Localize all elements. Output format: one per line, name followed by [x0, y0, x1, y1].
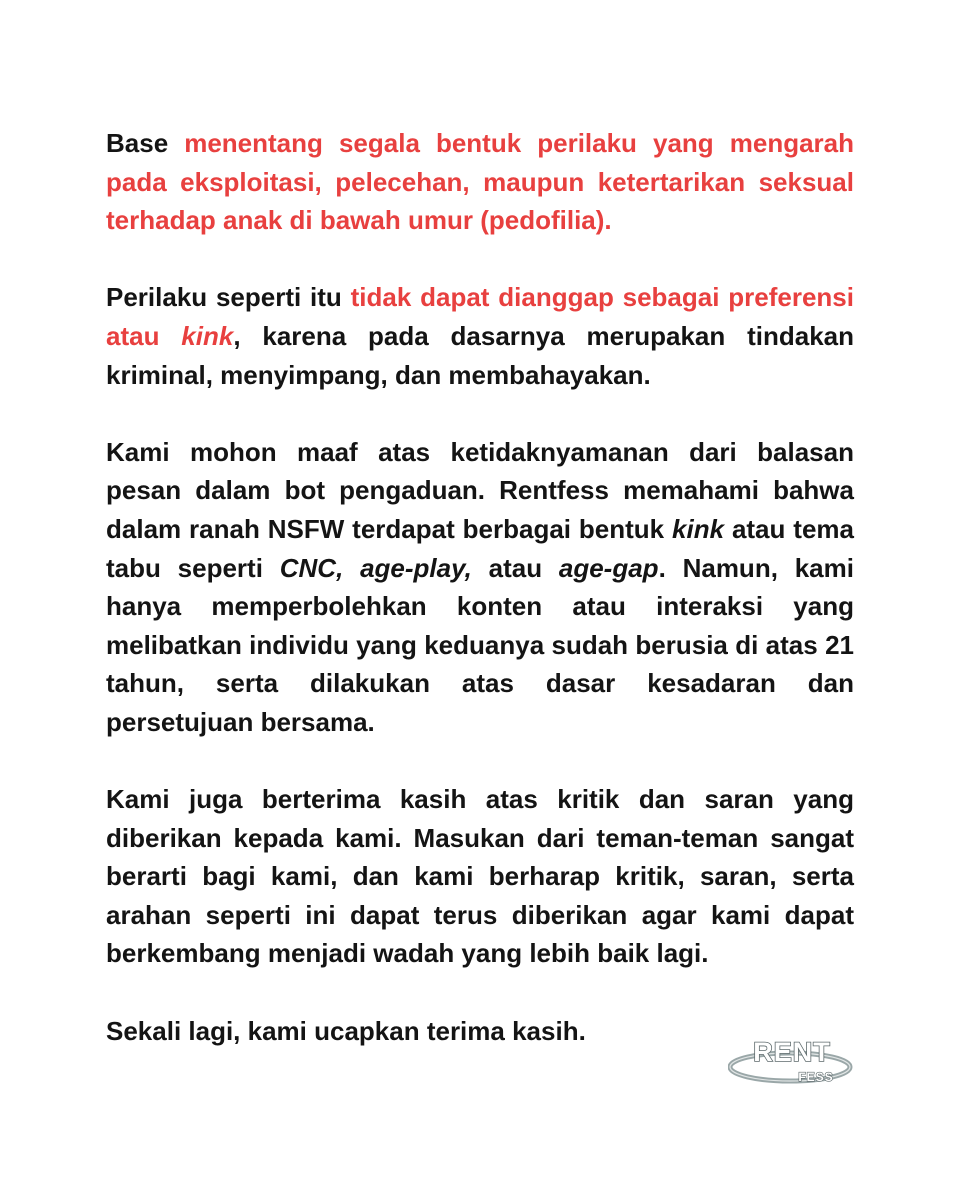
paragraph-3	[106, 433, 854, 742]
text-segment: Kami mohon maaf atas ketidaknyamanan dari balasan pesan dalam bot pengaduan. Rentfess memahami bahwa dalam ranah NSFW terdapat berbagai bentuk	[106, 436, 854, 544]
text-segment: Sekali lagi, kami ucapkan terima kasih.	[106, 1015, 586, 1046]
text-segment: Base	[106, 128, 185, 158]
highlighted-text-segment: tidak dapat dianggap sebagai preferensi atau	[106, 282, 854, 351]
paragraph-1	[106, 124, 854, 240]
italic-text-segment: CNC, age-play,	[279, 552, 472, 583]
text-segment: . Namun, kami hanya memperbolehkan konten atau interaksi yang melibatkan individu yang keduanya sudah berusia di atas 21 tahun, serta dilakukan atas dasar kesadaran dan persetujuan bersama.	[106, 552, 854, 737]
paragraph-4	[106, 780, 854, 973]
highlighted-italic-text-segment: kink	[181, 320, 234, 351]
text-segment: Kami juga berterima kasih atas kritik dan saran yang diberikan kepada kami. Masukan dari teman-teman sangat berarti bagi kami, dan kami berharap kritik, saran, serta arahan seperti ini dapat terus diberikan agar kami dapat berkembang menjadi wadah yang lebih baik lagi.	[106, 784, 854, 969]
logo-main-text: RENT	[753, 1037, 831, 1067]
paragraph-2	[106, 278, 854, 394]
text-segment: atau	[471, 552, 559, 583]
statement-body	[106, 124, 854, 1050]
italic-text-segment: age-gap	[558, 552, 659, 583]
rentfess-logo-graphic	[728, 1034, 856, 1092]
text-segment: Perilaku seperti itu	[106, 282, 351, 313]
text-segment: atau tema tabu seperti	[106, 513, 854, 583]
rentfess-logo	[728, 1034, 856, 1092]
text-segment: , karena pada dasarnya merupakan tindakan kriminal, menyimpang, dan membahayakan.	[106, 320, 854, 390]
italic-text-segment: kink	[672, 513, 725, 544]
logo-sub-text: FESS	[798, 1070, 834, 1084]
highlighted-text-segment: menentang segala bentuk perilaku yang mengarah pada eksploitasi, pelecehan, maupun ketertarikan seksual terhadap anak di bawah umur (pedofilia).	[106, 128, 854, 236]
